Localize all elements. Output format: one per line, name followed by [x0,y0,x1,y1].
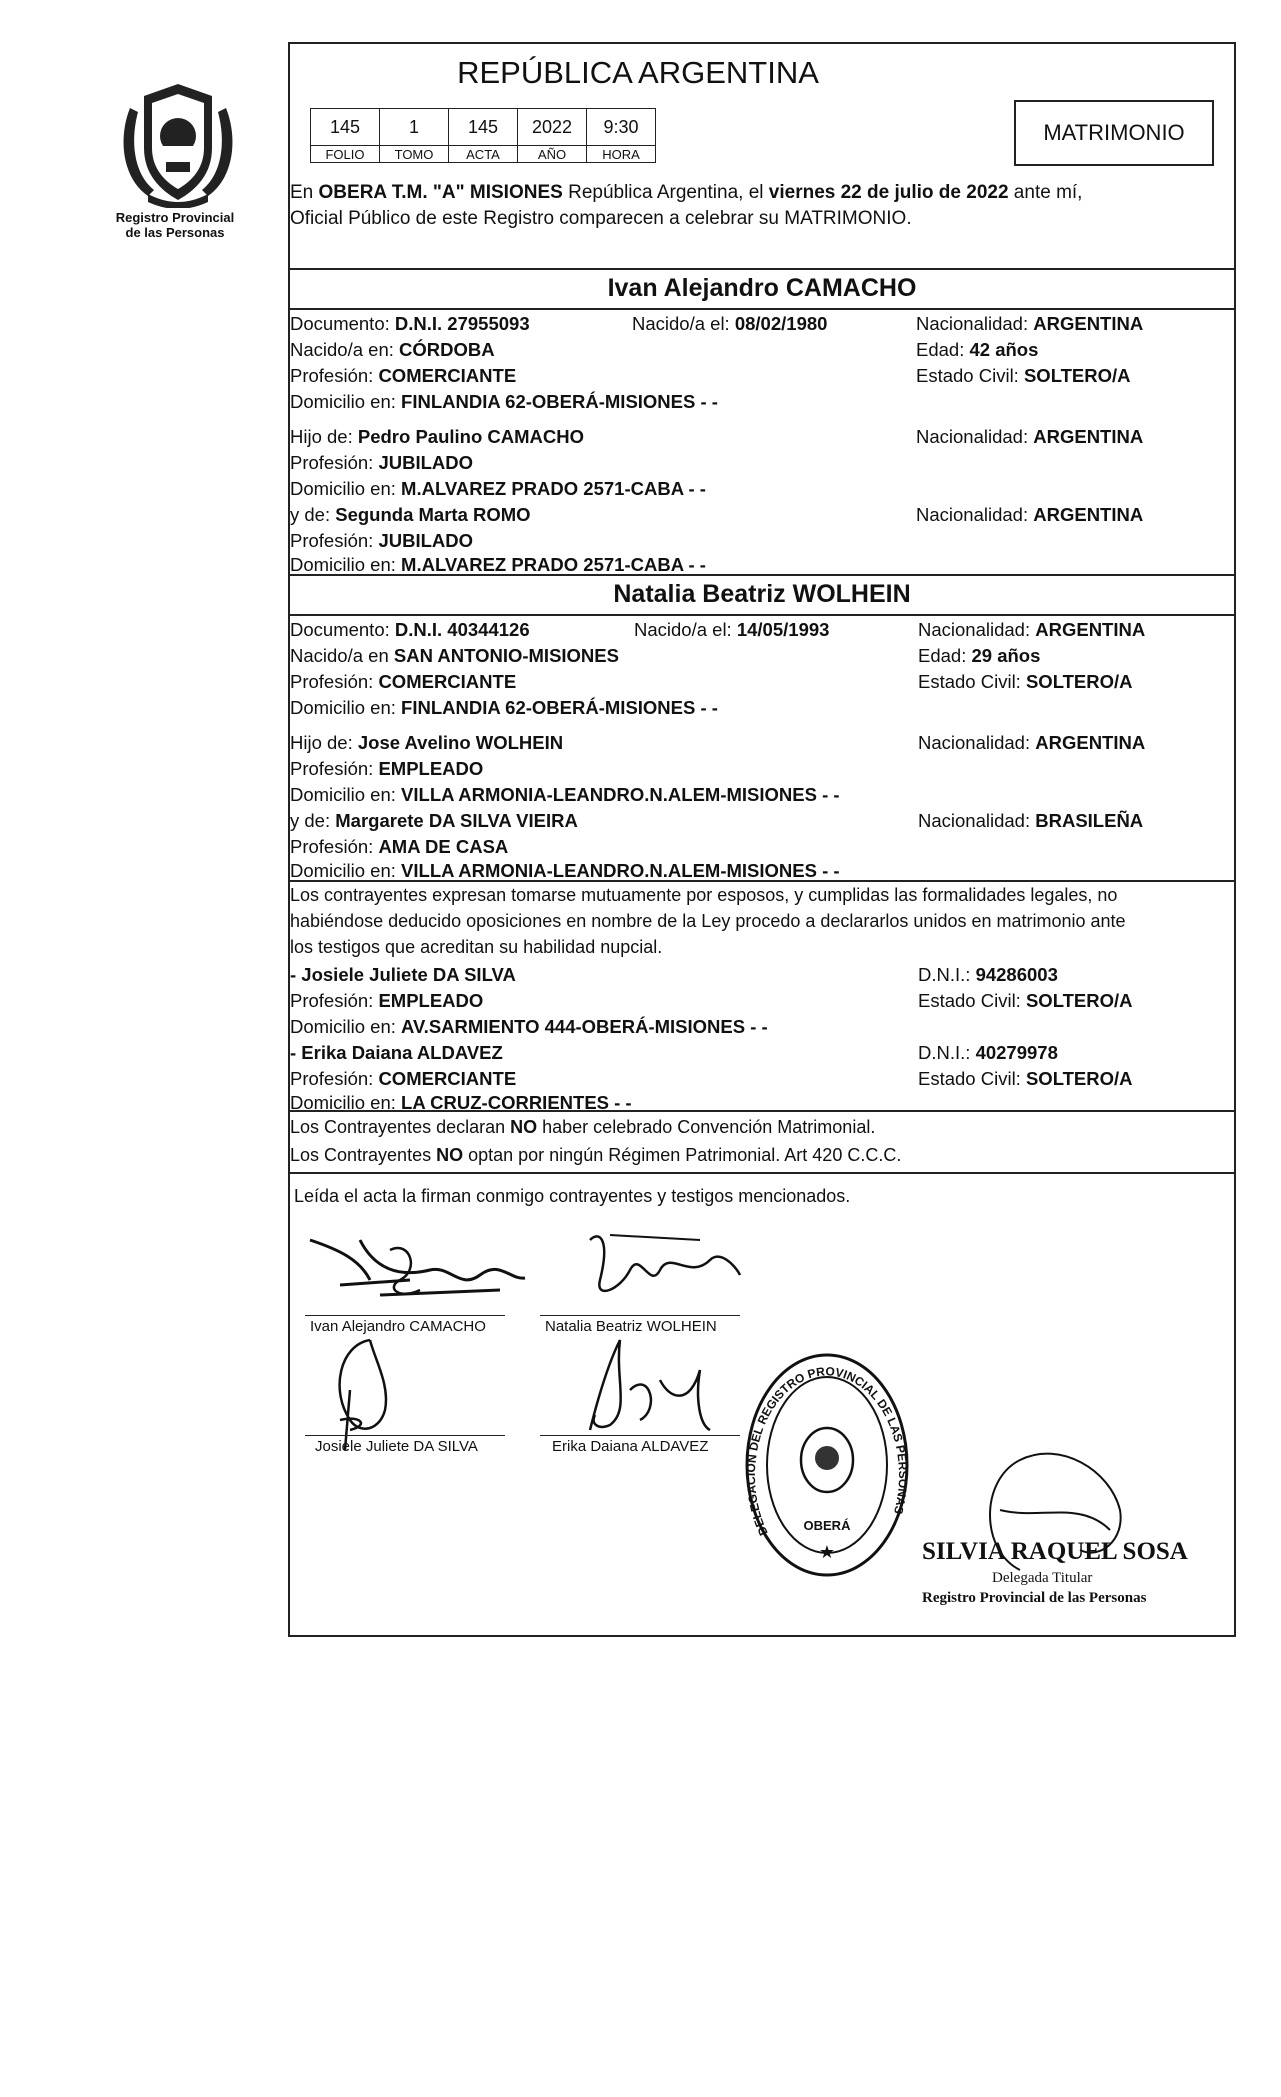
label: Estado Civil: [918,1068,1021,1089]
witness2-dni: 40279978 [975,1042,1058,1063]
party1-name: Ivan Alejandro CAMACHO [607,274,917,302]
label: Documento: [290,619,390,640]
hora-label: HORA [587,146,656,163]
party2-mother-prof-line [290,834,508,859]
closing-text: Leída el acta la firman conmigo contrayentes y testigos mencionados. [294,1186,851,1206]
party1-father-line [290,424,584,449]
party1-mother-nat-line [916,502,1143,527]
logo-caption-line1: Registro Provincial [115,210,235,225]
party1-dom: FINLANDIA 62-OBERÁ-MISIONES - - [401,391,718,412]
party1-nat-line [916,311,1143,336]
party2-civil: SOLTERO/A [1025,671,1133,692]
signature-1-image [300,1220,540,1320]
party1-dom-line [290,389,718,414]
party1-father-nat-line [916,424,1143,449]
label: Nacionalidad: [918,732,1031,753]
declaration-line1: Los contrayentes expresan tomarse mutuamente por esposos, y cumplidas las formalidades legales, no [290,885,1118,905]
official-org: Registro Provincial de las Personas [922,1590,1147,1606]
witness1-name: - Josiele Juliete DA SILVA [290,964,516,985]
label: Domicilio en: [290,554,396,575]
divider [288,268,1236,270]
hora-value: 9:30 [587,109,656,146]
party2-doc-line [290,617,530,642]
label: Nacido/a en: [290,339,394,360]
label: Profesión: [290,452,374,473]
witness1-dni-line [918,962,1058,987]
witness1-dni: 94286003 [975,964,1058,985]
official-title: Delegada Titular [992,1570,1093,1586]
label: Profesión: [290,365,374,386]
logo-caption-line2: de las Personas [125,225,225,240]
party1-doc: D.N.I. 27955093 [394,313,530,334]
intro-date: viernes 22 de julio de 2022 [768,182,1009,203]
intro-text: En [290,182,319,203]
party2-mother-dom-line [290,858,840,883]
page-title: REPÚBLICA ARGENTINA [457,55,819,90]
intro-text: República Argentina, el [562,182,769,203]
party2-civil-line [918,669,1133,694]
text: optan por ningún Régimen Patrimonial. Art 420 C.C.C. [463,1145,902,1165]
label: Hijo de: [290,426,353,447]
text: NO [436,1145,464,1165]
signature-line [305,1315,505,1316]
divider [288,308,1236,310]
label: Profesión: [290,1068,374,1089]
party1-mother-nat: ARGENTINA [1033,504,1144,525]
label: Nacido/a el: [632,313,730,334]
party1-mother: Segunda Marta ROMO [335,504,531,525]
party1-father-dom-line [290,476,706,501]
party2-father-nat-line [918,730,1145,755]
label: Profesión: [290,671,374,692]
party2-age-line [918,643,1040,668]
witness1-civil: SOLTERO/A [1025,990,1133,1011]
party1-nat: ARGENTINA [1033,313,1144,334]
party2-father: Jose Avelino WOLHEIN [357,732,564,753]
label: y de: [290,810,331,831]
label: Profesión: [290,530,374,551]
label: D.N.I.: [918,964,971,985]
official-name: SILVIA RAQUEL SOSA [922,1538,1188,1565]
label: Profesión: [290,990,374,1011]
signature-line [540,1315,740,1316]
party2-mother-line [290,808,578,833]
seal-text: DELEGACION DEL REGISTRO PROVINCIAL DE LAS PERSONAS [743,1364,911,1538]
witness1-civil-line [918,988,1133,1013]
party1-father-dom: M.ALVAREZ PRADO 2571-CABA - - [401,478,706,499]
coat-of-arms-icon [108,78,248,208]
party2-born-in: SAN ANTONIO-MISIONES [393,645,619,666]
witness2-dom: LA CRUZ-CORRIENTES - - [401,1092,632,1113]
party1-age-line [916,337,1038,362]
text: Los Contrayentes [290,1145,437,1165]
logo-caption [100,210,250,240]
party1-father-prof: JUBILADO [378,452,473,473]
party2-dom-line [290,695,718,720]
party1-birth: 08/02/1980 [734,313,828,334]
label: Nacido/a en [290,645,389,666]
label: Nacido/a el: [634,619,732,640]
label: Edad: [916,339,965,360]
party1-father: Pedro Paulino CAMACHO [357,426,584,447]
anio-label: AÑO [518,146,587,163]
label: Profesión: [290,836,374,857]
party2-father-dom: VILLA ARMONIA-LEANDRO.N.ALEM-MISIONES - - [401,784,840,805]
label: Estado Civil: [918,671,1021,692]
party2-mother: Margarete DA SILVA VIEIRA [335,810,578,831]
label: Nacionalidad: [916,426,1029,447]
label: Domicilio en: [290,860,396,881]
signature-1-label: Ivan Alejandro CAMACHO [310,1318,486,1335]
party2-mother-nat: BRASILEÑA [1035,810,1144,831]
party1-doc-line [290,311,530,336]
signature-4-image [550,1330,740,1450]
divider [288,1172,1236,1174]
party2-father-prof: EMPLEADO [378,758,484,779]
party2-birth-line [634,617,829,642]
witness2-civil: SOLTERO/A [1025,1068,1133,1089]
party2-nat-line [918,617,1145,642]
witness2-dni-line [918,1040,1058,1065]
convention-line1 [290,1115,875,1140]
signature-line [540,1435,740,1436]
label: D.N.I.: [918,1042,971,1063]
party1-prof-line [290,363,516,388]
witness2-name: - Erika Daiana ALDAVEZ [290,1042,503,1063]
party2-father-dom-line [290,782,840,807]
label: Edad: [918,645,967,666]
label: Documento: [290,313,390,334]
party1-mother-prof: JUBILADO [378,530,473,551]
signature-2-label: Natalia Beatriz WOLHEIN [545,1318,717,1335]
label: y de: [290,504,331,525]
witness2-prof: COMERCIANTE [378,1068,517,1089]
text: haber celebrado Convención Matrimonial. [537,1117,876,1137]
party1-born-in: CÓRDOBA [399,339,495,360]
divider [288,614,1236,616]
party2-nat: ARGENTINA [1035,619,1146,640]
party1-father-prof-line [290,450,473,475]
tomo-value: 1 [380,109,449,146]
party2-prof-line [290,669,516,694]
declaration-line2: habiéndose deducido oposiciones en nombre de la Ley procedo a declararlos unidos en matrimonio ante [290,911,1126,931]
label: Nacionalidad: [918,810,1031,831]
label: Nacionalidad: [916,504,1029,525]
official-seal-stamp [742,1350,912,1580]
act-codes-table [310,108,656,163]
party2-dom: FINLANDIA 62-OBERÁ-MISIONES - - [401,697,718,718]
label: Profesión: [290,758,374,779]
party1-bornin-line [290,337,495,362]
party2-bornin-line [290,643,619,668]
label: Domicilio en: [290,784,396,805]
label: Hijo de: [290,732,353,753]
label: Estado Civil: [916,365,1019,386]
party2-father-line [290,730,563,755]
party2-father-prof-line [290,756,483,781]
party1-mother-dom-line [290,552,706,577]
label: Nacionalidad: [916,313,1029,334]
party1-civil: SOLTERO/A [1023,365,1131,386]
signature-4-label: Erika Daiana ALDAVEZ [552,1438,709,1455]
label: Nacionalidad: [918,619,1031,640]
witness2-dom-line [290,1090,632,1115]
tomo-label: TOMO [380,146,449,163]
party1-mother-line [290,502,531,527]
convention-line2 [290,1143,901,1168]
signature-3-label: Josiele Juliete DA SILVA [315,1438,478,1455]
seal-city: OBERÁ [803,1518,851,1533]
witness1-prof: EMPLEADO [378,990,484,1011]
party1-mother-prof-line [290,528,473,553]
party2-father-nat: ARGENTINA [1035,732,1146,753]
folio-label: FOLIO [311,146,380,163]
party1-age: 42 años [969,339,1039,360]
intro-place: OBERA T.M. "A" MISIONES [318,182,563,203]
label: Domicilio en: [290,1092,396,1113]
witness2-prof-line [290,1066,516,1091]
text: Los Contrayentes declaran [290,1117,511,1137]
star-icon: ★ [818,1542,836,1562]
label: Domicilio en: [290,478,396,499]
party1-prof: COMERCIANTE [378,365,517,386]
declaration-line3: los testigos que acreditan su habilidad nupcial. [290,937,663,957]
party1-father-nat: ARGENTINA [1033,426,1144,447]
intro-text: ante mí, [1008,182,1083,203]
text: NO [510,1117,538,1137]
party2-mother-dom: VILLA ARMONIA-LEANDRO.N.ALEM-MISIONES - - [401,860,840,881]
intro-line2: Oficial Público de este Registro comparecen a celebrar su MATRIMONIO. [290,208,912,229]
witness2-civil-line [918,1066,1133,1091]
party2-mother-prof: AMA DE CASA [378,836,509,857]
intro-line1 [290,180,1082,205]
label: Domicilio en: [290,391,396,412]
party1-mother-dom: M.ALVAREZ PRADO 2571-CABA - - [401,554,706,575]
anio-value: 2022 [518,109,587,146]
folio-value: 145 [311,109,380,146]
party1-civil-line [916,363,1131,388]
label: Domicilio en: [290,1016,396,1037]
witness1-dom: AV.SARMIENTO 444-OBERÁ-MISIONES - - [401,1016,768,1037]
party2-age: 29 años [971,645,1041,666]
signature-2-image [560,1220,750,1320]
label: Estado Civil: [918,990,1021,1011]
party1-birth-line [632,311,827,336]
party2-prof: COMERCIANTE [378,671,517,692]
witness1-prof-line [290,988,483,1013]
label: Domicilio en: [290,697,396,718]
party2-birth: 14/05/1993 [736,619,830,640]
signature-line [305,1435,505,1436]
party2-mother-nat-line [918,808,1143,833]
party2-doc: D.N.I. 40344126 [394,619,530,640]
acta-label: ACTA [449,146,518,163]
party2-name: Natalia Beatriz WOLHEIN [613,580,911,608]
witness1-dom-line [290,1014,768,1039]
act-type-box: MATRIMONIO [1014,100,1214,166]
acta-value: 145 [449,109,518,146]
